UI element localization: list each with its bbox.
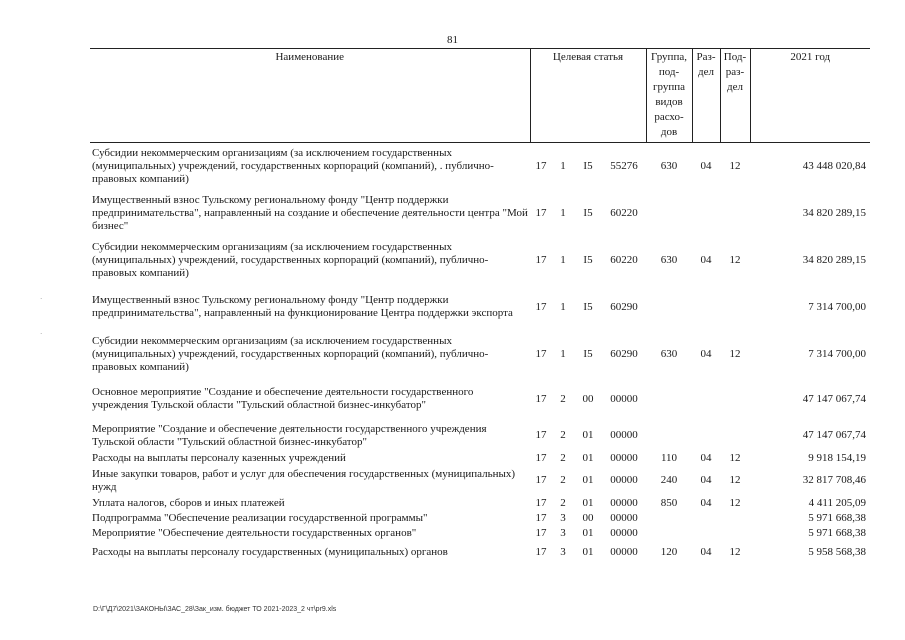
margin-mark: · [40,295,43,303]
group-code [646,511,692,526]
target-code-2: 1 [560,253,566,266]
target-code-2: 1 [560,206,566,219]
target-code-4: 60220 [610,253,638,266]
target-code-4: 60220 [610,206,638,219]
amount-2021: 5 958 568,38 [808,545,866,558]
subsection-code: 12 [729,545,741,558]
section-code: 04 [700,253,712,266]
amount-2021: 9 918 154,19 [808,451,866,464]
target-code-2: 1 [560,347,566,360]
target-code-2: 2 [560,474,566,486]
amount-2021: 34 820 289,15 [802,253,866,266]
amount-2021: 47 147 067,74 [802,392,866,405]
table-row [90,421,870,451]
target-code-1: 17 [535,451,547,464]
target-code-4: 00000 [610,526,638,539]
target-code-2: 2 [560,451,566,464]
group-code [646,526,692,541]
row-name: Расходы на выплаты персоналу государственных (муниципальных) органов [92,545,448,558]
target-code-2: 3 [560,511,566,524]
target-code-4: 00000 [610,545,638,558]
section-code [692,284,720,331]
table-row [90,237,870,284]
amount-2021: 43 448 020,84 [802,159,866,172]
amount-2021: 32 817 708,46 [802,474,866,486]
row-name: Субсидии некоммерческим организациям (за исключением государственных (муниципальных) учреждений, государственных корпораций (компаний), публично-правовых компаний) [92,240,489,279]
subsection-code [720,511,750,526]
amount-2021: 5 971 668,38 [808,526,866,539]
header-name: Наименование [90,49,530,143]
subsection-code [720,190,750,237]
group-code: 120 [660,545,678,558]
target-code-2: 2 [560,496,566,509]
target-code-3: 01 [582,496,594,509]
table-row [90,466,870,496]
group-code [646,378,692,421]
group-code: 850 [660,496,678,509]
subsection-code: 12 [729,496,741,509]
row-name: Иные закупки товаров, работ и услуг для обеспечения государственных (муниципальных) нужд [92,467,516,493]
subsection-code: 12 [729,159,741,172]
amount-2021: 34 820 289,15 [802,206,866,219]
table-row [90,451,870,466]
row-name: Мероприятие "Обеспечение деятельности государственных органов" [92,526,417,539]
amount-2021: 4 411 205,09 [808,496,866,509]
section-code: 04 [700,451,712,464]
table-row [90,284,870,331]
target-code-3: I5 [583,300,593,313]
group-code: 630 [660,253,678,266]
target-code-1: 17 [535,545,547,558]
target-code-1: 17 [535,159,547,172]
subsection-code: 12 [729,253,741,266]
target-code-2: 2 [560,429,566,441]
section-code: 04 [700,545,712,558]
target-code-1: 17 [535,392,547,405]
target-code-4: 55276 [610,159,638,172]
header-section: Раз-дел [692,49,720,143]
target-code-4: 60290 [610,347,638,360]
target-code-3: 00 [582,392,594,405]
subsection-code: 12 [729,347,741,360]
target-code-1: 17 [535,347,547,360]
amount-2021: 5 971 668,38 [808,511,866,524]
row-name: Мероприятие "Создание и обеспечение деятельности государственного учреждения Тульской области "Тульский областной бизнес-инкубатор" [92,422,487,448]
group-code: 630 [660,159,678,172]
row-name: Уплата налогов, сборов и иных платежей [92,496,285,509]
amount-2021: 7 314 700,00 [808,300,866,313]
section-code: 04 [700,347,712,360]
row-name: Расходы на выплаты персоналу казенных учреждений [92,451,346,464]
subsection-code [720,378,750,421]
target-code-3: I5 [583,159,593,172]
row-name: Основное мероприятие "Создание и обеспечение деятельности государственного учреждения Тульской области "Тульский областной бизнес-инкубатор" [92,386,474,411]
target-code-3: 01 [582,526,594,539]
header-group: Группа, под-группа видов расхо-дов [646,49,692,143]
target-code-2: 2 [560,392,566,405]
section-code: 04 [700,159,712,172]
group-code [646,190,692,237]
target-code-4: 00000 [610,474,638,486]
amount-2021: 7 314 700,00 [808,347,866,360]
group-code: 240 [660,474,678,486]
row-name: Подпрограмма "Обеспечение реализации государственной программы" [92,511,428,524]
row-name: Имущественный взнос Тульскому региональному фонду "Центр поддержки предпринимательства", направленный на создание и обеспечение деятельности центра "Мой бизнес" [92,193,528,232]
target-code-1: 17 [535,474,547,486]
target-code-2: 3 [560,545,566,558]
page-number: 81 [447,34,458,46]
target-code-1: 17 [535,206,547,219]
target-code-3: 01 [582,451,594,464]
target-code-3: 01 [582,545,594,558]
target-code-4: 60290 [610,300,638,313]
target-code-3: I5 [583,347,593,360]
target-code-3: 00 [582,511,594,524]
table-header-row [90,49,870,143]
table-row [90,190,870,237]
target-code-2: 1 [560,159,566,172]
target-code-1: 17 [535,511,547,524]
section-code [692,378,720,421]
target-code-3: 01 [582,429,594,441]
section-code [692,511,720,526]
target-code-3: I5 [583,206,593,219]
subsection-code: 12 [729,451,741,464]
budget-table [90,48,870,564]
row-name: Имущественный взнос Тульскому региональному фонду "Центр поддержки предпринимательства", направленный на функционирование Центра поддержки экспорта [92,294,513,319]
table-row [90,526,870,541]
table-row [90,541,870,564]
amount-2021: 47 147 067,74 [802,429,866,441]
subsection-code [720,284,750,331]
group-code [646,421,692,451]
target-code-1: 17 [535,496,547,509]
table-row [90,378,870,421]
table-row [90,143,870,190]
row-name: Субсидии некоммерческим организациям (за исключением государственных (муниципальных) учреждений, государственных корпораций (компаний), . публично-правовых компаний) [92,146,494,185]
target-code-4: 00000 [610,392,638,405]
target-code-4: 00000 [610,511,638,524]
subsection-code [720,526,750,541]
table-row [90,496,870,511]
target-code-1: 17 [535,526,547,539]
target-code-1: 17 [535,300,547,313]
table-body [90,143,870,564]
group-code [646,284,692,331]
subsection-code: 12 [729,474,741,486]
target-code-3: 01 [582,474,594,486]
footer-file-path: D:\Г\Д7\2021\ЗАКОНЫ\ЗАС_28\Зак_изм. бюджет ТО 2021-2023_2 чт\pr9.xls [93,606,337,613]
target-code-4: 00000 [610,451,638,464]
section-code: 04 [700,474,712,486]
group-code: 630 [660,347,678,360]
target-code-1: 17 [535,253,547,266]
target-code-4: 00000 [610,496,638,509]
section-code [692,421,720,451]
table-row [90,331,870,378]
header-year: 2021 год [750,49,870,143]
target-code-1: 17 [535,429,547,441]
section-code [692,190,720,237]
target-code-3: I5 [583,253,593,266]
margin-mark: · [40,330,43,338]
target-code-2: 1 [560,300,566,313]
header-target: Целевая статья [530,49,646,143]
row-name: Субсидии некоммерческим организациям (за исключением государственных (муниципальных) учреждений, государственных корпораций (компаний), публично-правовых компаний) [92,334,489,373]
section-code [692,526,720,541]
header-subsection: Под-раз-дел [720,49,750,143]
table-row [90,511,870,526]
section-code: 04 [700,496,712,509]
group-code: 110 [660,451,678,464]
target-code-2: 3 [560,526,566,539]
subsection-code [720,421,750,451]
target-code-4: 00000 [610,429,638,441]
